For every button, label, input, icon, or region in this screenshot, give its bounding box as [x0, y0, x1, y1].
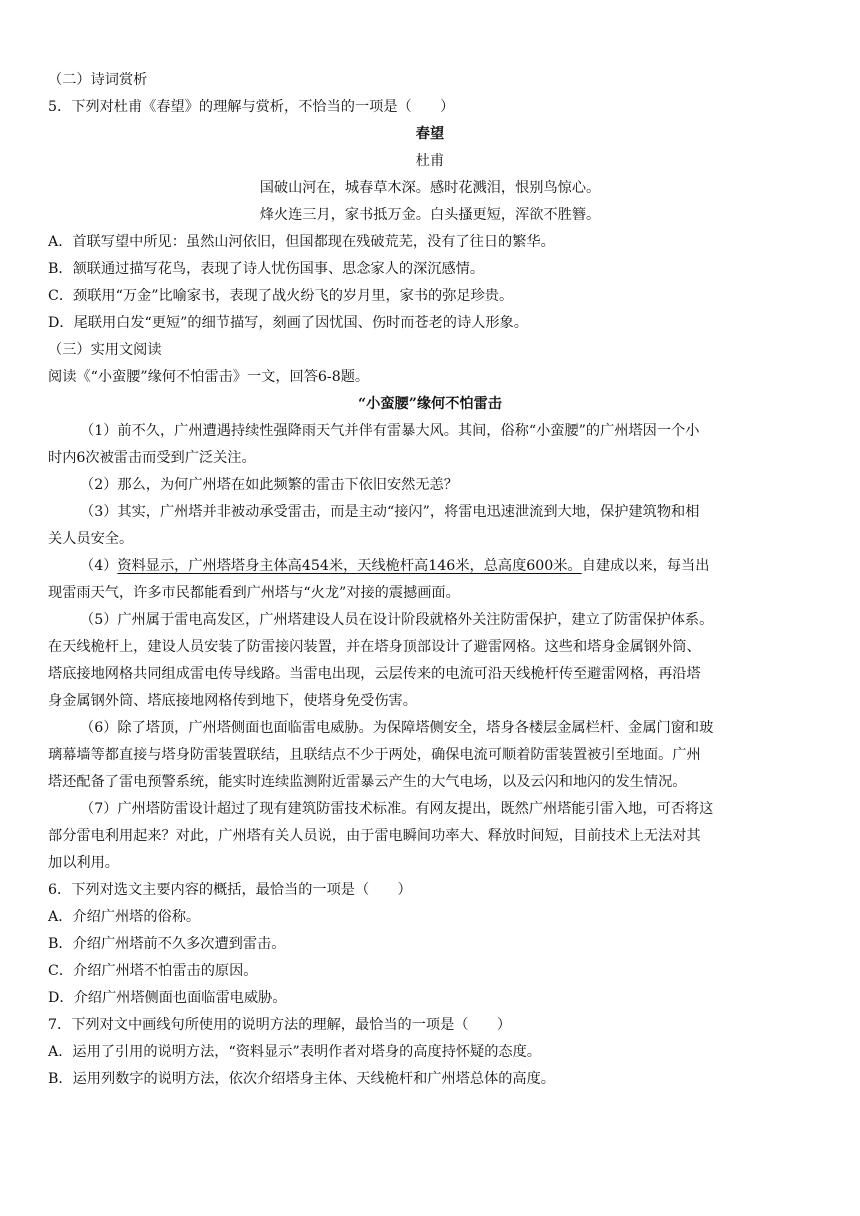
q5-option-c: C．颈联用“万金”比喻家书，表现了战火纷飞的岁月里，家书的弥足珍贵。	[48, 288, 514, 304]
paragraph-1-line: 时内6次被雷击而受到广泛关注。	[48, 450, 256, 466]
paragraph-5-line: 在天线桅杆上，建设人员安装了防雷接闪装置，并在塔身顶部设计了避雷网格。这些和塔身金属钢外筒、	[48, 639, 701, 655]
paragraph-4-number: （4）	[80, 558, 118, 574]
paragraph-3-line: 关人员安全。	[48, 531, 134, 547]
q6-option-c: C．介绍广州塔不怕雷击的原因。	[48, 963, 258, 979]
article-title: “小蛮腰”缘何不怕雷击	[357, 396, 502, 412]
paragraph-5-line: 塔底接地网格共同组成雷电传导线路。当雷电出现，云层传来的电流可沿天线桅杆传至避雷网格，再沿塔	[48, 666, 701, 682]
q6-option-a: A．介绍广州塔的俗称。	[48, 909, 201, 925]
paragraph-6-line: 璃幕墙等都直接与塔身防雷装置联结，且联结点不少于两处，确保电流可顺着防雷装置被引至地面。广州	[48, 747, 701, 763]
paragraph-5-line: 身金属钢外筒、塔底接地网格传到地下，使塔身免受伤害。	[48, 693, 417, 709]
poem-title: 春望	[415, 126, 445, 142]
paragraph-5-line: （5）广州属于雷电高发区，广州塔建设人员在设计阶段就格外关注防雷保护，建立了防雷保护体系。	[80, 612, 714, 628]
paragraph-7-line: 部分雷电利用起来？对此，广州塔有关人员说，由于雷电瞬间功率大、释放时间短，目前技术上无法对其	[48, 828, 701, 844]
paragraph-6-line: （6）除了塔顶，广州塔侧面也面临雷电威胁。为保障塔侧安全，塔身各楼层金属栏杆、金属门窗和玻	[80, 720, 714, 736]
paragraph-4-line	[80, 556, 709, 576]
question-6: 6．下列对选文主要内容的概括，最恰当的一项是（ ）	[48, 882, 412, 898]
reading-intro: 阅读《“小蛮腰”缘何不怕雷击》一文，回答6-8题。	[48, 369, 370, 385]
paragraph-6-line: 塔还配备了雷电预警系统，能实时连续监测附近雷暴云产生的大气电场，以及云闪和地闪的发生情况。	[48, 774, 687, 790]
poem-line-1: 国破山河在，城春草木深。感时花溅泪，恨别鸟惊心。	[259, 180, 601, 196]
section-heading-poetry: （二）诗词赏析	[48, 72, 148, 88]
q7-option-a: A．运用了引用的说明方法，“资料显示”表明作者对塔身的高度持怀疑的态度。	[48, 1044, 541, 1060]
paragraph-4-line: 现雷雨天气，许多市民都能看到广州塔与“火龙”对接的震撼画面。	[48, 585, 460, 601]
q5-option-b: B．颔联通过描写花鸟，表现了诗人忧伤国事、思念家人的深沉感情。	[48, 261, 485, 277]
q7-option-b: B．运用列数字的说明方法，依次介绍塔身主体、天线桅杆和广州塔总体的高度。	[48, 1071, 555, 1087]
poem-author: 杜甫	[415, 153, 445, 169]
paragraph-2-line: （2）那么，为何广州塔在如此频繁的雷击下依旧安然无恙？	[80, 477, 458, 493]
question-5: 5．下列对杜甫《春望》的理解与赏析，不恰当的一项是（ ）	[48, 99, 455, 115]
q5-option-a: A．首联写望中所见：虽然山河依旧，但国都现在残破荒芜，没有了往日的繁华。	[48, 234, 555, 250]
q6-option-b: B．介绍广州塔前不久多次遭到雷击。	[48, 936, 286, 952]
paragraph-7-line: （7）广州塔防雷设计超过了现有建筑防雷技术标准。有网友提出，既然广州塔能引雷入地，可否将这	[80, 801, 714, 817]
question-7: 7．下列对文中画线句所使用的说明方法的理解，最恰当的一项是（ ）	[48, 1017, 512, 1033]
paragraph-4-rest: 自建成以来，每当出	[581, 558, 710, 574]
q5-option-d: D．尾联用白发“更短”的细节描写，刻画了因忧国、伤时而苍老的诗人形象。	[48, 315, 528, 331]
paragraph-7-line: 加以利用。	[48, 855, 119, 871]
q6-option-d: D．介绍广州塔侧面也面临雷电威胁。	[48, 990, 287, 1006]
paragraph-1-line: （1）前不久，广州遭遇持续性强降雨天气并伴有雷暴大风。其间，俗称“小蛮腰”的广州塔因一个小	[80, 423, 700, 439]
paragraph-3-line: （3）其实，广州塔并非被动承受雷击，而是主动“接闪”，将雷电迅速泄流到大地，保护建筑物和相	[80, 504, 700, 520]
underlined-sentence: 资料显示，广州塔塔身主体高454米，天线桅杆高146米，总高度600米。	[117, 558, 582, 574]
poem-line-2: 烽火连三月，家书抵万金。白头搔更短，浑欲不胜簪。	[259, 207, 601, 223]
section-heading-practical: （三）实用文阅读	[48, 342, 162, 358]
